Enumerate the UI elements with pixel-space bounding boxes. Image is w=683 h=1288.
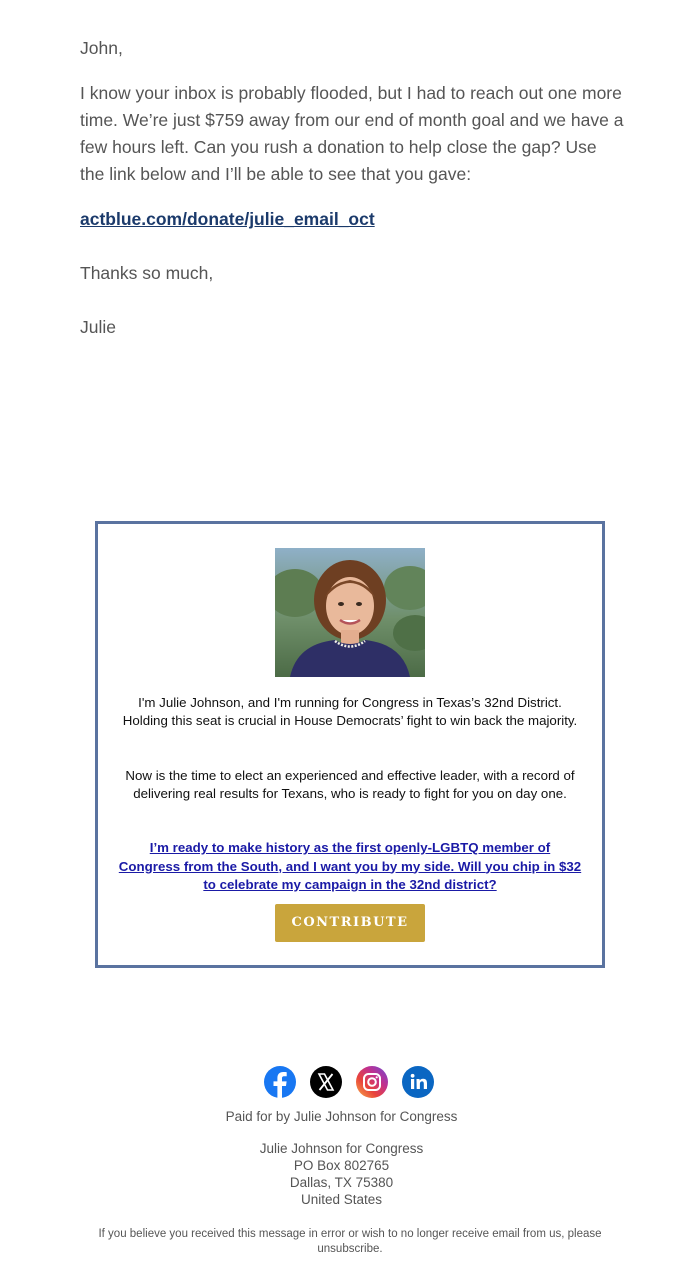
paid-for-disclaimer: Paid for by Julie Johnson for Congress [225,1109,458,1124]
linkedin-icon[interactable] [402,1066,434,1098]
signature: Julie [80,317,116,337]
candidate-portrait [275,548,425,677]
x-icon[interactable] [310,1066,342,1098]
address-line: Julie Johnson for Congress [259,1141,424,1156]
instagram-icon[interactable] [356,1066,388,1098]
closing-text: Thanks so much, [80,263,214,283]
facebook-icon[interactable] [264,1066,296,1098]
chip-in-link[interactable]: I’m ready to make history as the first openly-LGBTQ member of Congress from the South, and I want you by my side. Will you chip in $32 to celebrate my campaign in the 32nd district? [118,840,582,892]
unsubscribe-notice: If you believe you received this message in error or wish to no longer receive email from us, please unsubscribe. [98,1228,602,1255]
candidate-bio-card [95,521,605,968]
address-line: PO Box 802765 [293,1158,390,1173]
letter-paragraph: I know your inbox is probably flooded, but I had to reach out one more time. We’re just $759 away from our end of month goal and we have a few hours left. Can you rush a donation to help close the gap? Use the link below and I’ll be able to see that you gave: [80,83,624,184]
address-line: Dallas, TX 75380 [289,1175,394,1190]
bio-paragraph: I'm Julie Johnson, and I'm running for Congress in Texas’s 32nd District. Holding this seat is crucial in House Democrats’ fight to win back the majority. [122,695,578,728]
donate-link[interactable]: actblue.com/donate/julie_email_oct [80,209,375,229]
greeting: John, [80,38,123,58]
address-line: United States [300,1192,383,1207]
bio-paragraph: Now is the time to elect an experienced and effective leader, with a record of delivering real results for Texans, who is ready to fight for you on day one. [125,768,575,801]
contribute-button[interactable]: CONTRIBUTE [275,904,425,942]
mailing-address [0,1140,683,1208]
